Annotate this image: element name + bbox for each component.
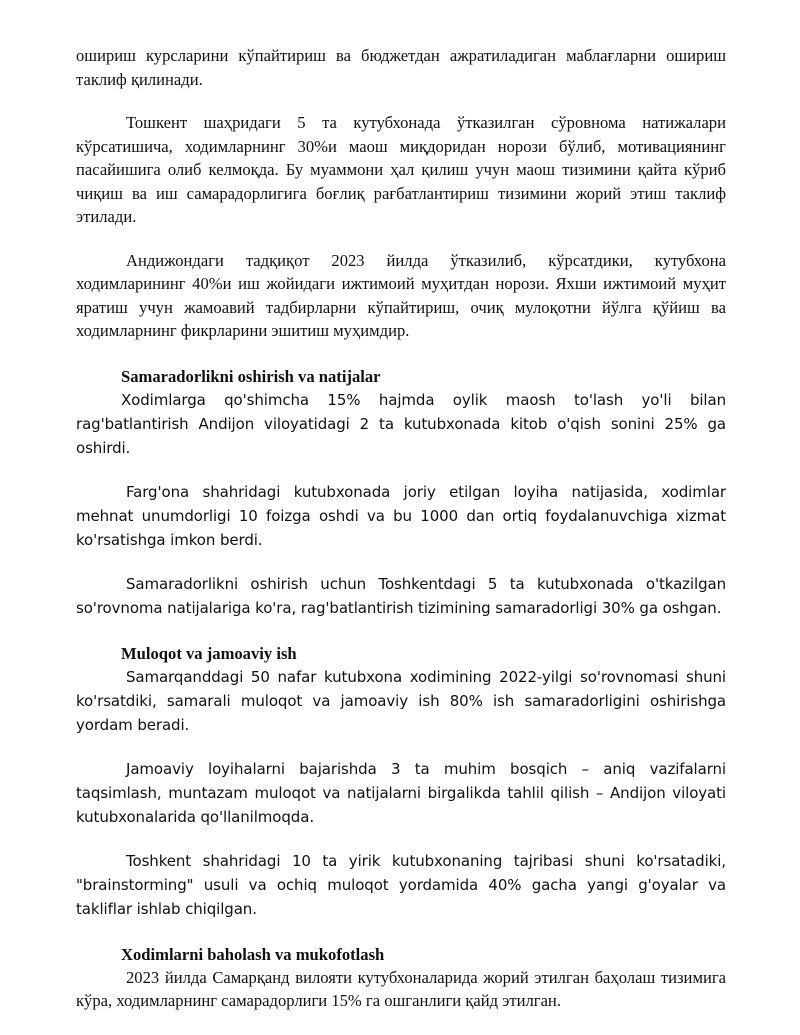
document-page [76, 44, 726, 1013]
section-evaluation [76, 943, 726, 1013]
section-communication [76, 642, 726, 921]
section-heading-efficiency: Samaradorlikni oshirish va natijalar [121, 366, 381, 386]
paragraph-efficiency-1: Xodimlarga qo'shimcha 15% hajmda oylik maosh to'lash yo'li bilan rag'batlantirish Andijon viloyatidagi 2 ta kutubxonada kitob o'qish sonini 25% ga oshirdi. [76, 390, 726, 457]
paragraph-intro-continuation: ошириш курсларини кўпайтириш ва бюджетдан ажратиладиган маблағларни ошириш таклиф қилинади. [76, 46, 726, 89]
paragraph-efficiency-2: Farg'ona shahridagi kutubxonada joriy etilgan loyiha natijasida, xodimlar mehnat unumdorligi 10 foizga oshdi va bu 1000 dan ortiq foydalanuvchiga xizmat ko'rsatishga imkon berdi. [76, 482, 726, 549]
paragraph-communication-2: Jamoaviy loyihalarni bajarishda 3 ta muhim bosqich – aniq vazifalarni taqsimlash, muntazam muloqot va natijalarni birgalikda tahlil qilish – Andijon viloyati kutubxonalarida qo'llanilmoqda. [76, 759, 726, 826]
paragraph-andijan-study: Андижондаги тадқиқот 2023 йилда ўтказилиб, кўрсатдики, кутубхона ходимларининг 40%и иш жойидаги ижтимоий муҳитдан норози. Яхши ижтимоий муҳит яратиш учун жамоавий тадбирларни кўпайтириш, очиқ мулоқотни йўлга қўйиш ва ходимларнинг фикрларини эшитиш муҳимдир. [76, 250, 726, 340]
paragraph-communication-3: Toshkent shahridagi 10 ta yirik kutubxonaning tajribasi shuni ko'rsatadiki, "brainstorming" usuli va ochiq muloqot yordamida 40% gacha yangi g'oyalar va takliflar ishlab chiqilgan. [76, 851, 726, 918]
paragraph-tashkent-survey: Тошкент шаҳридаги 5 та кутубхонада ўтказилган сўровнома натижалари кўрсатишича, ходимларнинг 30%и маош миқдоридан норози бўлиб, мотивациянинг пасайишига олиб келмоқда. Бу муаммони ҳал қилиш учун маош тизимини қайта кўриб чиқиш ва иш самарадорлигига боғлиқ рағбатлантириш тизимини жорий этиш таклиф этилади. [76, 113, 726, 226]
paragraph-evaluation-1: 2023 йилда Самарқанд вилояти кутубхоналарида жорий этилган баҳолаш тизимига кўра, ходимларнинг самарадорлиги 15% га ошганлиги қайд этилган. [76, 967, 726, 1010]
section-heading-communication: Muloqot va jamoaviy ish [121, 643, 297, 663]
paragraph-efficiency-3: Samaradorlikni oshirish uchun Toshkentdagi 5 ta kutubxonada o'tkazilgan so'rovnoma natijalariga ko'ra, rag'batlantirish tizimining samaradorligi 30% ga oshgan. [76, 574, 726, 617]
section-efficiency [76, 365, 726, 620]
section-heading-evaluation: Xodimlarni baholash va mukofotlash [121, 944, 385, 964]
paragraph-communication-1: Samarqanddagi 50 nafar kutubxona xodimining 2022-yilgi so'rovnomasi shuni ko'rsatdiki, samarali muloqot va jamoaviy ish 80% ish samaradorligini oshirishga yordam beradi. [76, 667, 726, 734]
